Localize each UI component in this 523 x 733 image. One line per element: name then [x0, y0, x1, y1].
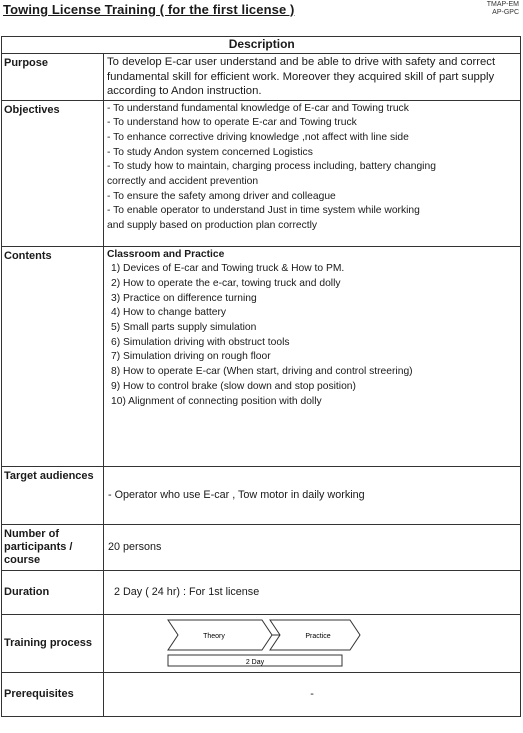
heading-row: [2, 37, 521, 54]
objective-line: - To understand how to operate E-car and Towing truck: [107, 117, 357, 129]
objectives-row: [2, 100, 521, 246]
contents-item: 9) How to control brake (slow down and stop position): [111, 380, 356, 392]
contents-item: 7) Simulation driving on rough floor: [111, 351, 271, 363]
objectives-list: [104, 100, 521, 246]
objective-line: and supply based on production plan correctly: [107, 220, 318, 232]
objective-line: correctly and accident prevention: [107, 176, 259, 188]
objective-line: - To study Andon system concerned Logistics: [107, 146, 313, 158]
document-title: Towing License Training ( for the first license ): [3, 2, 295, 17]
objectives-label: Objectives: [2, 100, 104, 246]
contents-item: 6) Simulation driving with obstruct tools: [111, 336, 290, 348]
target-label: Target audiences: [2, 466, 104, 524]
target-value: - Operator who use E-car , Tow motor in daily working: [104, 466, 521, 524]
code-line-1: TMAP-EM: [486, 1, 519, 8]
prerequisites-label: Prerequisites: [2, 672, 104, 716]
contents-label: Contents: [2, 246, 104, 466]
participants-value: 20 persons: [104, 524, 521, 570]
objective-line: - To enable operator to understand Just in time system while working: [107, 205, 420, 217]
target-row: [2, 466, 521, 524]
contents-item: 5) Small parts supply simulation: [111, 322, 257, 334]
table-heading: Description: [104, 37, 521, 54]
purpose-text: To develop E-car user understand and be able to drive with safety and correct fundamental skill for efficient work. Moreover they acquired skill of part supply according to Andon instruction.: [104, 54, 521, 101]
duration-value: 2 Day ( 24 hr) : For 1st license: [104, 570, 521, 614]
prerequisites-value: -: [104, 672, 521, 716]
theory-label: Theory: [203, 633, 225, 640]
duration-span-label: 2 Day: [245, 659, 265, 666]
contents-item: 3) Practice on difference turning: [111, 292, 257, 304]
contents-item: 2) How to operate the e-car, towing truck and dolly: [111, 277, 341, 289]
purpose-label: Purpose: [2, 54, 104, 101]
contents-subheading: Classroom and Practice: [107, 248, 225, 260]
contents-list: [104, 246, 521, 466]
objective-line: - To understand fundamental knowledge of E-car and Towing truck: [107, 102, 409, 114]
process-flow: [166, 617, 366, 669]
objective-line: - To enhance corrective driving knowledge ,not affect with line side: [107, 131, 409, 143]
contents-item: 1) Devices of E-car and Towing truck & How to PM.: [111, 263, 345, 275]
contents-item: 4) How to change battery: [111, 307, 227, 319]
training-description-table: [1, 36, 521, 717]
contents-item: 10) Alignment of connecting position with dolly: [111, 395, 322, 407]
participants-label: Number of participants / course: [2, 524, 104, 570]
practice-label: Practice: [305, 633, 331, 640]
prerequisites-row: [2, 672, 521, 716]
contents-row: [2, 246, 521, 466]
process-row: [2, 614, 521, 672]
process-diagram: [104, 614, 521, 672]
duration-label: Duration: [2, 570, 104, 614]
process-label: Training process: [2, 614, 104, 672]
purpose-row: [2, 54, 521, 101]
document-code: [487, 1, 519, 17]
objective-line: - To study how to maintain, charging process including, battery changing: [107, 161, 436, 173]
code-line-2: AP-GPC: [492, 9, 519, 16]
duration-row: [2, 570, 521, 614]
objective-line: - To ensure the safety among driver and colleague: [107, 190, 336, 202]
participants-row: [2, 524, 521, 570]
contents-item: 8) How to operate E-car (When start, driving and control streering): [111, 366, 413, 378]
